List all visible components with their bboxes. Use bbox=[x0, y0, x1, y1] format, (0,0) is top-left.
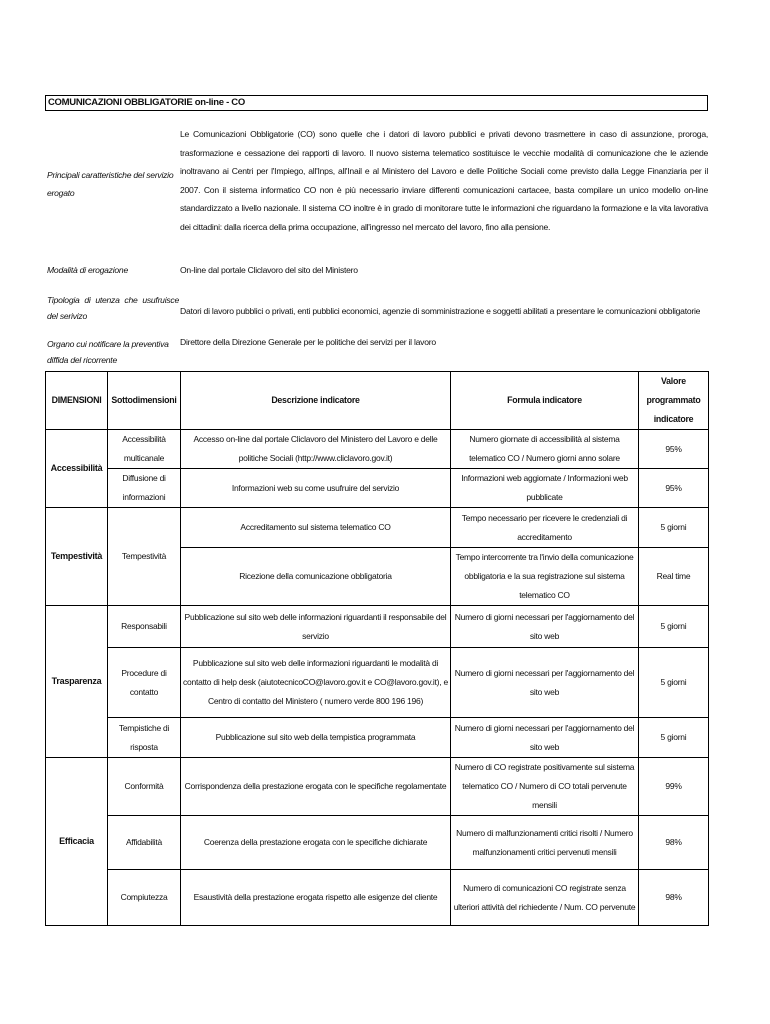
subdimension-cell: Diffusione di informazioni bbox=[108, 469, 181, 508]
value-cell: Real time bbox=[639, 548, 709, 606]
table-row bbox=[46, 758, 709, 816]
info-text-modalita: On-line dal portale Cliclavoro del sito del Ministero bbox=[180, 265, 358, 275]
subdimension-cell: Compiutezza bbox=[108, 870, 181, 926]
info-label-utenza: Tipologia di utenza che usufruisce del serivizo bbox=[47, 295, 179, 321]
table-row bbox=[46, 430, 709, 469]
description-cell: Accesso on-line dal portale Cliclavoro del Ministero del Lavoro e delle politiche Sociali (http://www.cliclavoro.gov.it) bbox=[181, 430, 451, 469]
description-cell: Informazioni web su come usufruire del servizio bbox=[181, 469, 451, 508]
value-cell: 95% bbox=[639, 430, 709, 469]
table-row bbox=[46, 469, 709, 508]
subdimension-cell: Tempistiche di risposta bbox=[108, 718, 181, 758]
dimension-accessibilita: Accessibilità bbox=[46, 430, 108, 508]
header-formula: Formula indicatore bbox=[451, 372, 639, 430]
formula-cell: Tempo necessario per ricevere le credenziali di accreditamento bbox=[451, 508, 639, 548]
subdimension-cell: Accessibilità multicanale bbox=[108, 430, 181, 469]
dimension-tempestivita: Tempestività bbox=[46, 508, 108, 606]
table-row bbox=[46, 648, 709, 718]
table-header-row bbox=[46, 372, 709, 430]
description-cell: Pubblicazione sul sito web delle informazioni riguardanti le modalità di contatto di help desk (aiutotecnicoCO@lavoro.gov.it e CO@lavoro.gov.it), e Centro di contatto del Ministero ( numero verde 800 196 196) bbox=[181, 648, 451, 718]
value-cell: 98% bbox=[639, 870, 709, 926]
formula-cell: Tempo intercorrente tra l'invio della comunicazione obbligatoria e la sua registrazione sul sistema telematico CO bbox=[451, 548, 639, 606]
subdimension-cell: Responsabili bbox=[108, 606, 181, 648]
description-cell: Corrispondenza della prestazione erogata con le specifiche regolamentate bbox=[181, 758, 451, 816]
value-cell: 99% bbox=[639, 758, 709, 816]
subdimension-cell: Conformità bbox=[108, 758, 181, 816]
subdimension-cell: Affidabilità bbox=[108, 816, 181, 870]
value-cell: 98% bbox=[639, 816, 709, 870]
info-text-caratteristiche: Le Comunicazioni Obbligatorie (CO) sono quelle che i datori di lavoro pubblici e privati devono trasmettere in caso di assunzione, proroga, trasformazione e cessazione dei rapporti di lavoro. Il nuovo sistema telematico sostituisce le vecchie modalità di comunicazione che le aziende inoltravano ai Centri per l'Impiego, all'Inps, all'Inail e al Ministero del Lavoro e delle Politiche Sociali come previsto dalla Legge Finanziaria per il 2007. Con il sistema informatico CO non è più necessario inviare differenti comunicazioni cartacee, basta compilare un unico modello on-line standardizzato a livello nazionale. Il sistema CO inoltre è in grado di monitorare tutte le informazioni che riguardano la formazione e la vita lavorativa dei cittadini: dalla ricerca della prima occupazione, all'ingresso nel mercato del lavoro, fino alla pensione. bbox=[180, 129, 708, 232]
description-cell: Esaustività della prestazione erogata rispetto alle esigenze del cliente bbox=[181, 870, 451, 926]
description-cell: Pubblicazione sul sito web della tempistica programmata bbox=[181, 718, 451, 758]
header-sottodimensioni: Sottodimensioni bbox=[108, 372, 181, 430]
table-row bbox=[46, 508, 709, 548]
header-valore: Valore programmato indicatore bbox=[639, 372, 709, 430]
formula-cell: Numero di comunicazioni CO registrate senza ulteriori attività del richiedente / Num. CO pervenute bbox=[451, 870, 639, 926]
info-text-organo: Direttore della Direzione Generale per le politiche dei servizi per il lavoro bbox=[180, 337, 436, 347]
table-row bbox=[46, 816, 709, 870]
description-cell: Coerenza della prestazione erogata con le specifiche dichiarate bbox=[181, 816, 451, 870]
info-label-modalita: Modalità di erogazione bbox=[47, 265, 128, 275]
info-label-organo: Organo cui notificare la preventiva diffida del ricorrente bbox=[47, 339, 169, 365]
formula-cell: Numero di giorni necessari per l'aggiornamento del sito web bbox=[451, 606, 639, 648]
subdimension-cell: Procedure di contatto bbox=[108, 648, 181, 718]
info-text-utenza: Datori di lavoro pubblici o privati, enti pubblici economici, agenzie di somministrazione e soggetti abilitati a presentare le comunicazioni obbligatorie bbox=[180, 306, 701, 316]
dimension-efficacia: Efficacia bbox=[46, 758, 108, 926]
header-dimensioni: DIMENSIONI bbox=[46, 372, 108, 430]
formula-cell: Numero di CO registrate positivamente sul sistema telematico CO / Numero di CO totali pervenute mensili bbox=[451, 758, 639, 816]
value-cell: 5 giorni bbox=[639, 648, 709, 718]
value-cell: 95% bbox=[639, 469, 709, 508]
section-title: COMUNICAZIONI OBBLIGATORIE on-line - CO bbox=[45, 95, 708, 111]
formula-cell: Numero di giorni necessari per l'aggiornamento del sito web bbox=[451, 718, 639, 758]
table-row bbox=[46, 606, 709, 648]
table-row bbox=[46, 718, 709, 758]
formula-cell: Informazioni web aggiornate / Informazioni web pubblicate bbox=[451, 469, 639, 508]
indicators-table bbox=[45, 371, 709, 926]
info-label-caratteristiche: Principali caratteristiche del servizio erogato bbox=[47, 170, 174, 198]
description-cell: Ricezione della comunicazione obbligatoria bbox=[181, 548, 451, 606]
header-descrizione: Descrizione indicatore bbox=[181, 372, 451, 430]
dimension-trasparenza: Trasparenza bbox=[46, 606, 108, 758]
subdimension-cell: Tempestività bbox=[108, 508, 181, 606]
formula-cell: Numero di malfunzionamenti critici risolti / Numero malfunzionamenti critici pervenuti mensili bbox=[451, 816, 639, 870]
description-cell: Accreditamento sul sistema telematico CO bbox=[181, 508, 451, 548]
table-row bbox=[46, 870, 709, 926]
value-cell: 5 giorni bbox=[639, 508, 709, 548]
description-cell: Pubblicazione sul sito web delle informazioni riguardanti il responsabile del servizio bbox=[181, 606, 451, 648]
value-cell: 5 giorni bbox=[639, 606, 709, 648]
formula-cell: Numero giornate di accessibilità al sistema telematico CO / Numero giorni anno solare bbox=[451, 430, 639, 469]
value-cell: 5 giorni bbox=[639, 718, 709, 758]
formula-cell: Numero di giorni necessari per l'aggiornamento del sito web bbox=[451, 648, 639, 718]
